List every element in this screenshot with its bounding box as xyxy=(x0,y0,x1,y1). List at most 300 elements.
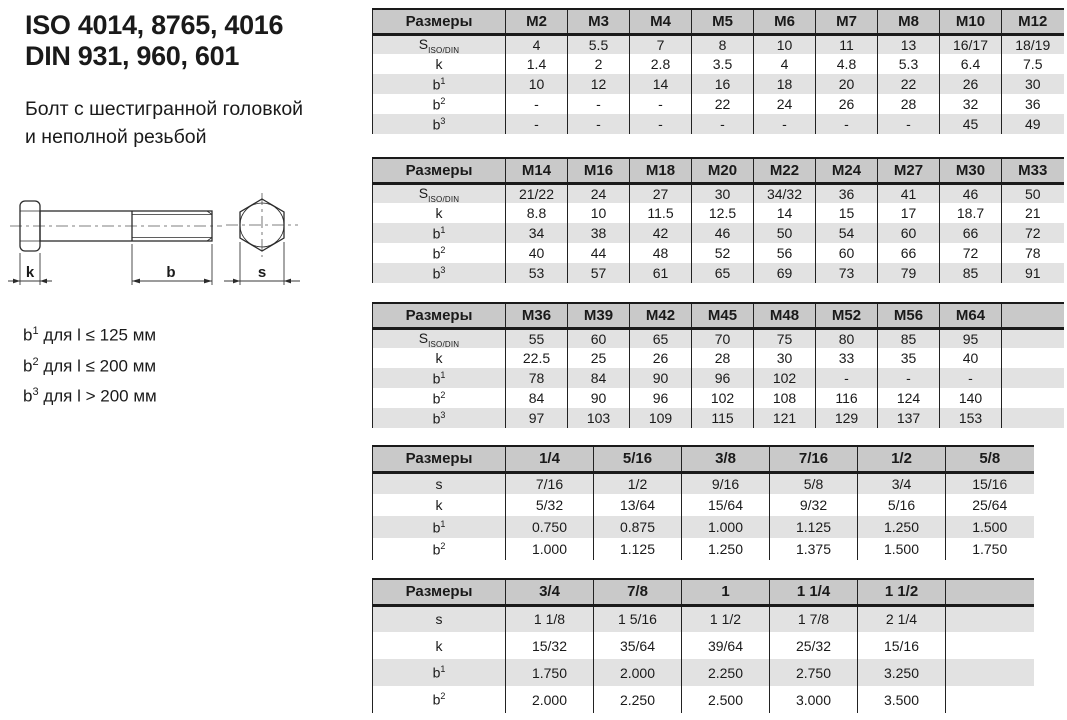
size-column-header: M20 xyxy=(692,158,754,183)
left-info-region xyxy=(0,0,372,720)
dim-value-cell: 9/16 xyxy=(682,472,770,494)
dim-value-cell: 30 xyxy=(754,348,816,368)
dim-value-cell: 22 xyxy=(692,94,754,114)
dim-value-cell: 97 xyxy=(506,408,568,428)
size-column-header: M45 xyxy=(692,303,754,328)
dim-value-cell: 50 xyxy=(754,223,816,243)
dim-value-cell: 26 xyxy=(940,74,1002,94)
dim-value-cell: 22 xyxy=(878,74,940,94)
dim-value-cell: 12 xyxy=(568,74,630,94)
dim-value-cell: 33 xyxy=(816,348,878,368)
empty-cell xyxy=(946,632,1034,659)
size-column-header: M56 xyxy=(878,303,940,328)
size-column-header: M2 xyxy=(506,9,568,34)
row-label: $b^2$ xyxy=(373,94,506,114)
dim-value-cell: 1.250 xyxy=(682,538,770,560)
dim-value-cell: 2.000 xyxy=(506,686,594,713)
dim-value-cell: - xyxy=(754,114,816,134)
dim-value-cell: 4 xyxy=(506,34,568,54)
dim-value-cell: 5/8 xyxy=(770,472,858,494)
dim-value-cell: 3.250 xyxy=(858,659,946,686)
dim-value-cell: 72 xyxy=(1002,223,1064,243)
dim-value-cell: 7 xyxy=(630,34,692,54)
table-metric-mid xyxy=(372,157,1064,283)
dim-value-cell: 75 xyxy=(754,328,816,348)
dim-value-cell: 5/16 xyxy=(858,494,946,516)
title-din-line: DIN 931, 960, 601 xyxy=(25,41,240,71)
row-label: k xyxy=(373,54,506,74)
table-row xyxy=(373,348,1064,368)
table-inch-small xyxy=(372,445,1034,560)
dim-value-cell: 1.000 xyxy=(682,516,770,538)
size-column-header: 1 1/2 xyxy=(858,579,946,605)
dim-value-cell: 60 xyxy=(878,223,940,243)
dim-value-cell: 36 xyxy=(1002,94,1064,114)
table-row xyxy=(373,263,1064,283)
size-column-header: M33 xyxy=(1002,158,1064,183)
dim-value-cell: 2 1/4 xyxy=(858,605,946,632)
dim-value-cell: 115 xyxy=(692,408,754,428)
dim-value-cell: 121 xyxy=(754,408,816,428)
dim-value-cell: 15/16 xyxy=(946,472,1034,494)
size-column-header: 7/8 xyxy=(594,579,682,605)
dim-value-cell: - xyxy=(630,94,692,114)
dim-value-cell: 45 xyxy=(940,114,1002,134)
row-label: s xyxy=(373,605,506,632)
dim-value-cell: 1 1/8 xyxy=(506,605,594,632)
size-column-header: M8 xyxy=(878,9,940,34)
row-label: $b^2$ xyxy=(373,538,506,560)
table-row xyxy=(373,223,1064,243)
dim-value-cell: 26 xyxy=(816,94,878,114)
empty-cell xyxy=(1002,368,1064,388)
dim-value-cell: 38 xyxy=(568,223,630,243)
dim-value-cell: 52 xyxy=(692,243,754,263)
empty-cell xyxy=(946,659,1034,686)
table-corner-label: Размеры xyxy=(373,303,506,328)
dim-value-cell: 28 xyxy=(878,94,940,114)
dim-value-cell: 46 xyxy=(692,223,754,243)
dim-value-cell: 65 xyxy=(630,328,692,348)
dim-value-cell: 15/64 xyxy=(682,494,770,516)
row-label: $S_{ISO/DIN}$ xyxy=(373,328,506,348)
dim-value-cell: 15 xyxy=(816,203,878,223)
dim-value-cell: 3.500 xyxy=(858,686,946,713)
dim-value-cell: 84 xyxy=(506,388,568,408)
table-row xyxy=(373,516,1034,538)
dim-value-cell: 26 xyxy=(630,348,692,368)
dim-value-cell: 90 xyxy=(630,368,692,388)
dim-value-cell: 11.5 xyxy=(630,203,692,223)
footnotes xyxy=(23,318,157,410)
table-row xyxy=(373,632,1034,659)
table-row xyxy=(373,408,1064,428)
dim-value-cell: 1.125 xyxy=(770,516,858,538)
table-row xyxy=(373,203,1064,223)
row-label: $S_{ISO/DIN}$ xyxy=(373,34,506,54)
k-arrow-left xyxy=(13,279,20,284)
dim-value-cell: 16 xyxy=(692,74,754,94)
dim-value-cell: 95 xyxy=(940,328,1002,348)
dim-value-cell: - xyxy=(692,114,754,134)
dim-value-cell: 2.500 xyxy=(682,686,770,713)
dim-value-cell: 1 7/8 xyxy=(770,605,858,632)
size-column-header: M4 xyxy=(630,9,692,34)
dim-value-cell: 35/64 xyxy=(594,632,682,659)
dim-value-cell: - xyxy=(506,114,568,134)
tables-region xyxy=(372,0,1067,720)
dim-value-cell: 96 xyxy=(630,388,692,408)
table-row xyxy=(373,472,1034,494)
size-column-header: 3/4 xyxy=(506,579,594,605)
dim-value-cell: 1.750 xyxy=(946,538,1034,560)
dim-value-cell: 15/32 xyxy=(506,632,594,659)
dim-value-cell: 90 xyxy=(568,388,630,408)
table-corner-label: Размеры xyxy=(373,9,506,34)
dim-value-cell: 2.250 xyxy=(682,659,770,686)
size-column-header: 1/2 xyxy=(858,446,946,472)
dim-value-cell: 2 xyxy=(568,54,630,74)
dim-value-cell: 102 xyxy=(754,368,816,388)
dim-value-cell: 2.250 xyxy=(594,686,682,713)
size-column-header: 7/16 xyxy=(770,446,858,472)
table-wrap-metric-mid xyxy=(372,157,1064,283)
empty-cell xyxy=(1002,328,1064,348)
dim-value-cell: 1.4 xyxy=(506,54,568,74)
subtitle-line-1: Болт с шестигранной головкой xyxy=(25,98,304,120)
size-column-header: M42 xyxy=(630,303,692,328)
dim-value-cell: 30 xyxy=(1002,74,1064,94)
dim-value-cell: 21 xyxy=(1002,203,1064,223)
dim-value-cell: 28 xyxy=(692,348,754,368)
dim-value-cell: - xyxy=(630,114,692,134)
empty-column-header xyxy=(1002,303,1064,328)
size-column-header: 1 xyxy=(682,579,770,605)
dim-value-cell: 34/32 xyxy=(754,183,816,203)
dim-value-cell: 85 xyxy=(940,263,1002,283)
subtitle-line-2: и неполной резьбой xyxy=(25,126,207,148)
page-subtitle xyxy=(25,95,303,151)
b-arrow-right xyxy=(204,279,212,284)
dim-value-cell: - xyxy=(940,368,1002,388)
dim-value-cell: 1.125 xyxy=(594,538,682,560)
dim-value-cell: 78 xyxy=(1002,243,1064,263)
row-label: $b^1$ xyxy=(373,74,506,94)
dim-value-cell: 21/22 xyxy=(506,183,568,203)
footnote-b2: $b^2$ для l ≤ 200 мм xyxy=(23,355,157,376)
size-column-header: M6 xyxy=(754,9,816,34)
dim-value-cell: 0.750 xyxy=(506,516,594,538)
row-label: $b^1$ xyxy=(373,516,506,538)
dim-value-cell: 96 xyxy=(692,368,754,388)
dim-value-cell: 53 xyxy=(506,263,568,283)
dim-value-cell: 36 xyxy=(816,183,878,203)
dim-value-cell: 1.500 xyxy=(858,538,946,560)
table-row xyxy=(373,494,1034,516)
size-column-header: 5/8 xyxy=(946,446,1034,472)
dim-value-cell: 78 xyxy=(506,368,568,388)
empty-cell xyxy=(1002,348,1064,368)
size-column-header: M22 xyxy=(754,158,816,183)
empty-cell xyxy=(1002,388,1064,408)
row-label: s xyxy=(373,472,506,494)
table-row xyxy=(373,659,1034,686)
table-metric-small xyxy=(372,8,1064,134)
dim-value-cell: 4 xyxy=(754,54,816,74)
dim-value-cell: 3.000 xyxy=(770,686,858,713)
dim-value-cell: 6.4 xyxy=(940,54,1002,74)
dim-value-cell: 18/19 xyxy=(1002,34,1064,54)
dim-value-cell: 1.750 xyxy=(506,659,594,686)
dim-value-cell: 25/32 xyxy=(770,632,858,659)
row-label: $b^3$ xyxy=(373,114,506,134)
dim-value-cell: 60 xyxy=(816,243,878,263)
dim-value-cell: 109 xyxy=(630,408,692,428)
dim-value-cell: - xyxy=(568,114,630,134)
dim-value-cell: 40 xyxy=(506,243,568,263)
dim-value-cell: 39/64 xyxy=(682,632,770,659)
dim-value-cell: 0.875 xyxy=(594,516,682,538)
dim-value-cell: - xyxy=(816,114,878,134)
dim-value-cell: 10 xyxy=(506,74,568,94)
size-column-header: M10 xyxy=(940,9,1002,34)
table-row xyxy=(373,243,1064,263)
row-label: k xyxy=(373,203,506,223)
dim-value-cell: 3.5 xyxy=(692,54,754,74)
row-label: $b^2$ xyxy=(373,686,506,713)
dim-value-cell: 1.000 xyxy=(506,538,594,560)
dim-value-cell: 60 xyxy=(568,328,630,348)
s-arrow-left xyxy=(233,279,240,284)
row-label: $S_{ISO/DIN}$ xyxy=(373,183,506,203)
table-wrap-inch-small xyxy=(372,445,1034,560)
dim-value-cell: 16/17 xyxy=(940,34,1002,54)
dim-value-cell: 56 xyxy=(754,243,816,263)
row-label: k xyxy=(373,632,506,659)
title-iso-line: ISO 4014, 8765, 4016 xyxy=(25,10,284,40)
dim-value-cell: 17 xyxy=(878,203,940,223)
dim-value-cell: 65 xyxy=(692,263,754,283)
dim-label-b: b xyxy=(166,264,176,281)
dim-value-cell: - xyxy=(878,114,940,134)
size-column-header: M12 xyxy=(1002,9,1064,34)
size-column-header: M16 xyxy=(568,158,630,183)
dim-value-cell: 11 xyxy=(816,34,878,54)
dim-value-cell: 140 xyxy=(940,388,1002,408)
size-column-header: M48 xyxy=(754,303,816,328)
table-wrap-inch-large xyxy=(372,578,1034,713)
row-label: $b^2$ xyxy=(373,388,506,408)
dim-value-cell: 13 xyxy=(878,34,940,54)
table-row xyxy=(373,368,1064,388)
dim-value-cell: 15/16 xyxy=(858,632,946,659)
empty-cell xyxy=(1002,408,1064,428)
empty-column-header xyxy=(946,579,1034,605)
dim-value-cell: 48 xyxy=(630,243,692,263)
dim-value-cell: 61 xyxy=(630,263,692,283)
dim-value-cell: 8 xyxy=(692,34,754,54)
table-row xyxy=(373,54,1064,74)
dim-value-cell: 27 xyxy=(630,183,692,203)
size-column-header: M18 xyxy=(630,158,692,183)
dim-value-cell: 66 xyxy=(940,223,1002,243)
size-column-header: 5/16 xyxy=(594,446,682,472)
size-column-header: M5 xyxy=(692,9,754,34)
dim-value-cell: 8.8 xyxy=(506,203,568,223)
page-title xyxy=(25,10,283,72)
dim-value-cell: 4.8 xyxy=(816,54,878,74)
dim-value-cell: 2.750 xyxy=(770,659,858,686)
dim-value-cell: 25 xyxy=(568,348,630,368)
dim-value-cell: 18.7 xyxy=(940,203,1002,223)
dim-value-cell: 124 xyxy=(878,388,940,408)
dim-value-cell: 91 xyxy=(1002,263,1064,283)
dim-value-cell: 1.375 xyxy=(770,538,858,560)
dim-value-cell: 42 xyxy=(630,223,692,243)
dim-value-cell: 54 xyxy=(816,223,878,243)
dim-value-cell: 5.5 xyxy=(568,34,630,54)
s-arrow-right xyxy=(284,279,291,284)
row-label: $b^1$ xyxy=(373,223,506,243)
dim-value-cell: 1 5/16 xyxy=(594,605,682,632)
dim-value-cell: 24 xyxy=(754,94,816,114)
dim-value-cell: 40 xyxy=(940,348,1002,368)
footnote-b1: $b^1$ для l ≤ 125 мм xyxy=(23,325,157,345)
table-row xyxy=(373,328,1064,348)
table-row xyxy=(373,686,1034,713)
dim-value-cell: 14 xyxy=(630,74,692,94)
size-column-header: M39 xyxy=(568,303,630,328)
size-column-header: 1 1/4 xyxy=(770,579,858,605)
table-row xyxy=(373,388,1064,408)
dim-value-cell: - xyxy=(506,94,568,114)
dim-value-cell: 108 xyxy=(754,388,816,408)
footnote-b3: $b^3$ для l > 200 мм xyxy=(23,386,157,406)
dim-label-k: k xyxy=(25,264,35,281)
dim-value-cell: 35 xyxy=(878,348,940,368)
size-column-header: M7 xyxy=(816,9,878,34)
size-column-header: M30 xyxy=(940,158,1002,183)
size-column-header: M64 xyxy=(940,303,1002,328)
dim-value-cell: 66 xyxy=(878,243,940,263)
dim-value-cell: 103 xyxy=(568,408,630,428)
dim-value-cell: 1/2 xyxy=(594,472,682,494)
dim-value-cell: 102 xyxy=(692,388,754,408)
dim-value-cell: 20 xyxy=(816,74,878,94)
dim-value-cell: 1.500 xyxy=(946,516,1034,538)
size-column-header: M27 xyxy=(878,158,940,183)
table-inch-large xyxy=(372,578,1034,713)
dim-value-cell: 129 xyxy=(816,408,878,428)
row-label: k xyxy=(373,348,506,368)
dim-value-cell: 32 xyxy=(940,94,1002,114)
dim-value-cell: 7/16 xyxy=(506,472,594,494)
dim-value-cell: 55 xyxy=(506,328,568,348)
dim-value-cell: 12.5 xyxy=(692,203,754,223)
table-corner-label: Размеры xyxy=(373,158,506,183)
dim-value-cell: 2.8 xyxy=(630,54,692,74)
dim-value-cell: 13/64 xyxy=(594,494,682,516)
row-label: $b^1$ xyxy=(373,659,506,686)
table-row xyxy=(373,183,1064,203)
dim-value-cell: 70 xyxy=(692,328,754,348)
dim-value-cell: 137 xyxy=(878,408,940,428)
dim-value-cell: 5.3 xyxy=(878,54,940,74)
table-row xyxy=(373,538,1034,560)
table-row xyxy=(373,34,1064,54)
dim-value-cell: 79 xyxy=(878,263,940,283)
row-label: $b^2$ xyxy=(373,243,506,263)
row-label: $b^3$ xyxy=(373,408,506,428)
dim-value-cell: 41 xyxy=(878,183,940,203)
table-row xyxy=(373,605,1034,632)
table-corner-label: Размеры xyxy=(373,579,506,605)
size-column-header: M36 xyxy=(506,303,568,328)
dim-value-cell: 72 xyxy=(940,243,1002,263)
size-column-header: 1/4 xyxy=(506,446,594,472)
dim-value-cell: 3/4 xyxy=(858,472,946,494)
dim-value-cell: 116 xyxy=(816,388,878,408)
dim-value-cell: 18 xyxy=(754,74,816,94)
empty-cell xyxy=(946,605,1034,632)
dim-value-cell: 30 xyxy=(692,183,754,203)
dim-value-cell: 49 xyxy=(1002,114,1064,134)
table-row xyxy=(373,74,1064,94)
dim-value-cell: - xyxy=(878,368,940,388)
dim-value-cell: 44 xyxy=(568,243,630,263)
dim-value-cell: 2.000 xyxy=(594,659,682,686)
dim-label-s: s xyxy=(257,264,267,281)
table-wrap-metric-small xyxy=(372,8,1064,134)
row-label: $b^3$ xyxy=(373,263,506,283)
dim-value-cell: 10 xyxy=(754,34,816,54)
dim-value-cell: 153 xyxy=(940,408,1002,428)
dim-value-cell: 10 xyxy=(568,203,630,223)
dim-value-cell: 73 xyxy=(816,263,878,283)
table-metric-large xyxy=(372,302,1064,428)
size-column-header: M14 xyxy=(506,158,568,183)
dim-value-cell: 34 xyxy=(506,223,568,243)
dim-value-cell: 22.5 xyxy=(506,348,568,368)
size-column-header: 3/8 xyxy=(682,446,770,472)
b-arrow-left xyxy=(132,279,140,284)
dim-value-cell: 25/64 xyxy=(946,494,1034,516)
size-column-header: M52 xyxy=(816,303,878,328)
dim-value-cell: 24 xyxy=(568,183,630,203)
dim-value-cell: 46 xyxy=(940,183,1002,203)
size-column-header: M24 xyxy=(816,158,878,183)
dim-value-cell: 50 xyxy=(1002,183,1064,203)
dim-value-cell: 1.250 xyxy=(858,516,946,538)
row-label: k xyxy=(373,494,506,516)
table-corner-label: Размеры xyxy=(373,446,506,472)
dim-value-cell: 85 xyxy=(878,328,940,348)
size-column-header: M3 xyxy=(568,9,630,34)
dim-value-cell: - xyxy=(816,368,878,388)
dim-value-cell: 84 xyxy=(568,368,630,388)
dim-value-cell: 14 xyxy=(754,203,816,223)
dim-value-cell: 5/32 xyxy=(506,494,594,516)
dim-value-cell: - xyxy=(568,94,630,114)
table-row xyxy=(373,94,1064,114)
k-arrow-right xyxy=(40,279,47,284)
dim-value-cell: 1 1/2 xyxy=(682,605,770,632)
dim-value-cell: 7.5 xyxy=(1002,54,1064,74)
bolt-technical-drawing xyxy=(8,190,308,300)
dim-value-cell: 80 xyxy=(816,328,878,348)
dim-value-cell: 57 xyxy=(568,263,630,283)
dim-value-cell: 9/32 xyxy=(770,494,858,516)
